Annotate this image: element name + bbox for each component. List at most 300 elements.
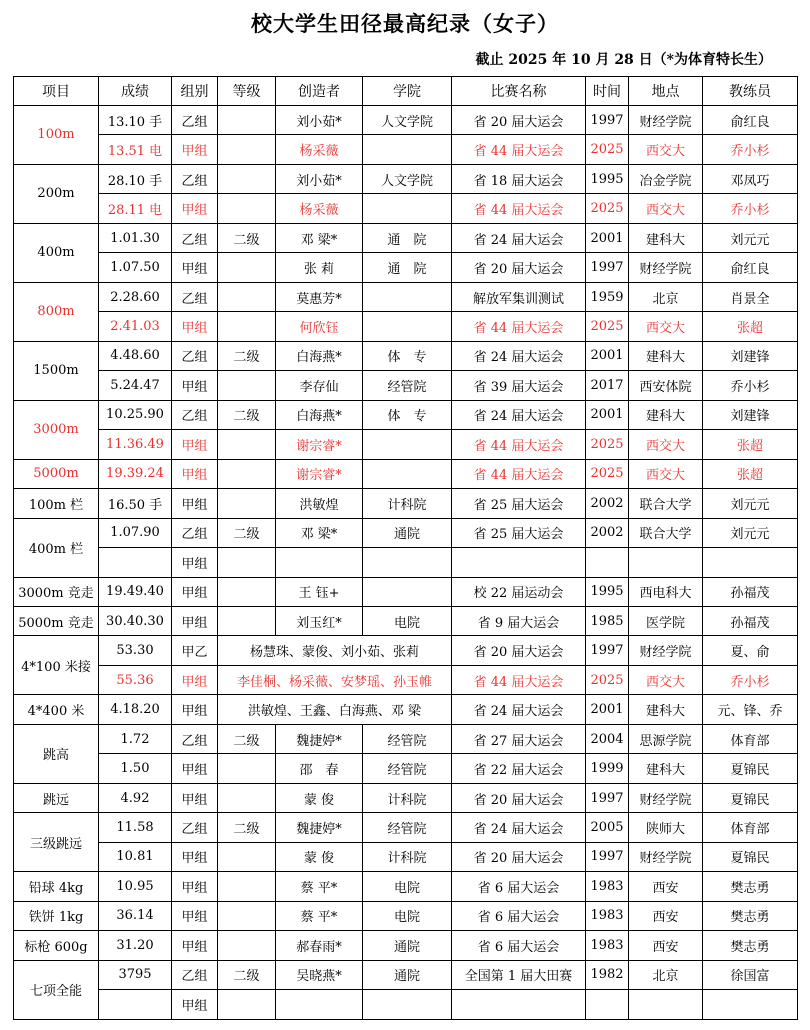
competition-cell: 省 24 届大运会	[452, 400, 586, 429]
college-cell: 计科院	[363, 842, 452, 871]
group-cell: 甲组	[172, 135, 218, 164]
place-cell: 北京	[629, 282, 703, 311]
competition-cell: 省 24 届大运会	[452, 223, 586, 252]
level-cell: 二级	[218, 341, 276, 370]
coach-cell: 乔小杉	[703, 135, 798, 164]
level-cell	[218, 754, 276, 783]
competition-cell: 解放军集训测试	[452, 282, 586, 311]
coach-cell: 刘元元	[703, 518, 798, 547]
place-cell: 西交大	[629, 430, 703, 459]
table-row	[14, 489, 798, 518]
result-cell: 55.36	[99, 665, 172, 694]
result-cell: 11.58	[99, 813, 172, 842]
level-cell	[218, 901, 276, 930]
event-cell: 1500m	[14, 341, 99, 400]
group-cell: 甲组	[172, 695, 218, 724]
place-cell	[629, 990, 703, 1019]
athlete-cell: 刘玉红*	[276, 606, 363, 635]
athlete-cell: 杨采薇	[276, 194, 363, 223]
college-cell: 电院	[363, 901, 452, 930]
level-cell	[218, 253, 276, 282]
event-cell: 400m 栏	[14, 518, 99, 577]
group-cell: 甲组	[172, 489, 218, 518]
result-cell: 36.14	[99, 901, 172, 930]
coach-cell: 刘建锋	[703, 341, 798, 370]
result-cell: 11.36.49	[99, 430, 172, 459]
athlete-cell: 蒙 俊	[276, 783, 363, 812]
college-cell	[363, 459, 452, 488]
college-cell: 人文学院	[363, 164, 452, 193]
group-cell: 乙组	[172, 518, 218, 547]
athlete-cell: 蔡 平*	[276, 901, 363, 930]
group-cell: 甲组	[172, 665, 218, 694]
place-cell	[629, 548, 703, 577]
competition-cell: 省 39 届大运会	[452, 371, 586, 400]
athlete-cell: 莫惠芳*	[276, 282, 363, 311]
coach-cell: 樊志勇	[703, 931, 798, 960]
event-cell: 200m	[14, 164, 99, 223]
group-cell: 甲组	[172, 754, 218, 783]
year-cell: 1959	[586, 282, 629, 311]
college-cell: 通院	[363, 518, 452, 547]
year-cell: 1983	[586, 901, 629, 930]
athlete-cell: 谢宗睿*	[276, 459, 363, 488]
competition-cell: 省 20 届大运会	[452, 106, 586, 135]
group-cell: 乙组	[172, 282, 218, 311]
result-cell: 53.30	[99, 636, 172, 665]
college-cell: 体 专	[363, 341, 452, 370]
year-cell: 1997	[586, 783, 629, 812]
athlete-cell: 白海燕*	[276, 341, 363, 370]
athlete-cell: 蔡 平*	[276, 872, 363, 901]
group-cell: 乙组	[172, 164, 218, 193]
year-cell: 1995	[586, 577, 629, 606]
college-cell: 通院	[363, 931, 452, 960]
year-cell: 2001	[586, 223, 629, 252]
place-cell: 西安体院	[629, 371, 703, 400]
level-cell	[218, 842, 276, 871]
group-cell: 乙组	[172, 724, 218, 753]
coach-cell: 元、锋、乔	[703, 695, 798, 724]
coach-cell: 夏锦民	[703, 754, 798, 783]
table-row	[14, 135, 798, 164]
athlete-cell: 蒙 俊	[276, 842, 363, 871]
year-cell: 1995	[586, 164, 629, 193]
year-cell: 1997	[586, 106, 629, 135]
result-cell: 16.50 手	[99, 489, 172, 518]
college-cell	[363, 577, 452, 606]
year-cell: 2017	[586, 371, 629, 400]
table-row	[14, 931, 798, 960]
level-cell: 二级	[218, 223, 276, 252]
result-cell: 30.40.30	[99, 606, 172, 635]
event-cell: 三级跳远	[14, 813, 99, 872]
athlete-cell	[276, 548, 363, 577]
competition-cell: 省 44 届大运会	[452, 312, 586, 341]
column-header: 项目	[14, 77, 99, 106]
place-cell: 建科大	[629, 754, 703, 783]
college-cell	[363, 548, 452, 577]
relay-athletes-cell: 杨慧珠、蒙俊、刘小茹、张莉	[218, 636, 452, 665]
table-row	[14, 636, 798, 665]
result-cell: 4.92	[99, 783, 172, 812]
place-cell: 北京	[629, 960, 703, 989]
level-cell	[218, 106, 276, 135]
group-cell: 甲组	[172, 194, 218, 223]
athlete-cell: 杨采薇	[276, 135, 363, 164]
result-cell: 2.41.03	[99, 312, 172, 341]
coach-cell: 孙福茂	[703, 577, 798, 606]
level-cell: 二级	[218, 400, 276, 429]
event-cell: 4*100 米接	[14, 636, 99, 695]
place-cell: 西安	[629, 931, 703, 960]
competition-cell: 省 27 届大运会	[452, 724, 586, 753]
page-title: 校大学生田径最高纪录（女子）	[251, 11, 559, 36]
place-cell: 建科大	[629, 695, 703, 724]
result-cell: 1.50	[99, 754, 172, 783]
table-row	[14, 164, 798, 193]
level-cell	[218, 606, 276, 635]
competition-cell: 省 20 届大运会	[452, 253, 586, 282]
level-cell	[218, 783, 276, 812]
table-row	[14, 223, 798, 252]
place-cell: 西交大	[629, 312, 703, 341]
competition-cell: 省 6 届大运会	[452, 901, 586, 930]
place-cell: 建科大	[629, 223, 703, 252]
place-cell: 建科大	[629, 400, 703, 429]
college-cell: 通院	[363, 960, 452, 989]
college-cell: 经管院	[363, 754, 452, 783]
table-row	[14, 459, 798, 488]
result-cell: 19.39.24	[99, 459, 172, 488]
column-header: 时间	[586, 77, 629, 106]
table-row	[14, 430, 798, 459]
table-row	[14, 577, 798, 606]
event-cell: 4*400 米	[14, 695, 99, 724]
group-cell: 甲组	[172, 548, 218, 577]
place-cell: 西交大	[629, 459, 703, 488]
group-cell: 甲组	[172, 253, 218, 282]
year-cell: 1985	[586, 606, 629, 635]
table-header-row	[14, 77, 798, 106]
coach-cell: 邓凤巧	[703, 164, 798, 193]
group-cell: 甲组	[172, 990, 218, 1019]
place-cell: 财经学院	[629, 842, 703, 871]
college-cell: 经管院	[363, 371, 452, 400]
college-cell: 通 院	[363, 253, 452, 282]
competition-cell: 省 44 届大运会	[452, 430, 586, 459]
result-cell: 2.28.60	[99, 282, 172, 311]
athlete-cell: 何欣钰	[276, 312, 363, 341]
year-cell: 2025	[586, 430, 629, 459]
coach-cell: 俞红良	[703, 253, 798, 282]
place-cell: 建科大	[629, 341, 703, 370]
group-cell: 乙组	[172, 400, 218, 429]
athlete-cell: 李存仙	[276, 371, 363, 400]
coach-cell: 乔小杉	[703, 371, 798, 400]
year-cell: 2001	[586, 341, 629, 370]
college-cell	[363, 194, 452, 223]
competition-cell: 省 24 届大运会	[452, 341, 586, 370]
level-cell	[218, 990, 276, 1019]
athlete-cell: 谢宗睿*	[276, 430, 363, 459]
athlete-cell: 邓 梁*	[276, 518, 363, 547]
column-header: 学院	[363, 77, 452, 106]
competition-cell: 省 6 届大运会	[452, 931, 586, 960]
table-row	[14, 813, 798, 842]
group-cell: 甲组	[172, 606, 218, 635]
table-row	[14, 990, 798, 1019]
result-cell: 28.10 手	[99, 164, 172, 193]
table-row	[14, 842, 798, 871]
result-cell	[99, 548, 172, 577]
result-cell: 1.01.30	[99, 223, 172, 252]
place-cell: 西交大	[629, 135, 703, 164]
coach-cell: 夏锦民	[703, 783, 798, 812]
event-cell: 800m	[14, 282, 99, 341]
coach-cell: 樊志勇	[703, 872, 798, 901]
competition-cell: 校 22 届运动会	[452, 577, 586, 606]
level-cell	[218, 931, 276, 960]
result-cell: 5.24.47	[99, 371, 172, 400]
table-row	[14, 665, 798, 694]
year-cell: 1999	[586, 754, 629, 783]
college-cell: 计科院	[363, 489, 452, 518]
college-cell	[363, 312, 452, 341]
athlete-cell: 魏捷婷*	[276, 813, 363, 842]
place-cell: 联合大学	[629, 518, 703, 547]
event-cell: 七项全能	[14, 960, 99, 1019]
coach-cell: 肖景全	[703, 282, 798, 311]
coach-cell: 刘元元	[703, 223, 798, 252]
coach-cell	[703, 548, 798, 577]
group-cell: 乙组	[172, 813, 218, 842]
level-cell: 二级	[218, 724, 276, 753]
event-cell: 铁饼 1kg	[14, 901, 99, 930]
table-row	[14, 606, 798, 635]
group-cell: 甲组	[172, 872, 218, 901]
relay-athletes-cell: 李佳桐、杨采薇、安梦瑶、孙玉帷	[218, 665, 452, 694]
year-cell: 1983	[586, 872, 629, 901]
result-cell: 1.07.50	[99, 253, 172, 282]
coach-cell: 体育部	[703, 813, 798, 842]
year-cell: 1997	[586, 253, 629, 282]
athlete-cell: 郝春雨*	[276, 931, 363, 960]
group-cell: 甲组	[172, 842, 218, 871]
coach-cell: 乔小杉	[703, 194, 798, 223]
table-row	[14, 754, 798, 783]
level-cell	[218, 489, 276, 518]
event-cell: 100m	[14, 106, 99, 165]
event-cell: 铅球 4kg	[14, 872, 99, 901]
table-row	[14, 783, 798, 812]
table-row	[14, 194, 798, 223]
event-cell: 5000m 竞走	[14, 606, 99, 635]
year-cell	[586, 990, 629, 1019]
table-row	[14, 341, 798, 370]
college-cell: 经管院	[363, 724, 452, 753]
level-cell	[218, 312, 276, 341]
year-cell: 2001	[586, 695, 629, 724]
college-cell: 电院	[363, 606, 452, 635]
competition-cell: 省 25 届大运会	[452, 518, 586, 547]
coach-cell: 张超	[703, 459, 798, 488]
event-cell: 跳远	[14, 783, 99, 812]
competition-cell: 省 22 届大运会	[452, 754, 586, 783]
event-cell: 400m	[14, 223, 99, 282]
year-cell: 2025	[586, 665, 629, 694]
table-row	[14, 695, 798, 724]
place-cell: 财经学院	[629, 106, 703, 135]
event-cell: 标枪 600g	[14, 931, 99, 960]
level-cell	[218, 371, 276, 400]
college-cell: 人文学院	[363, 106, 452, 135]
group-cell: 乙组	[172, 341, 218, 370]
level-cell: 二级	[218, 813, 276, 842]
table-row	[14, 371, 798, 400]
column-header: 组别	[172, 77, 218, 106]
level-cell	[218, 548, 276, 577]
competition-cell	[452, 548, 586, 577]
athlete-cell: 刘小茹*	[276, 164, 363, 193]
column-header: 比赛名称	[452, 77, 586, 106]
athlete-cell: 洪敏煌	[276, 489, 363, 518]
competition-cell: 省 44 届大运会	[452, 459, 586, 488]
column-header: 地点	[629, 77, 703, 106]
table-row	[14, 901, 798, 930]
year-cell: 2025	[586, 312, 629, 341]
athlete-cell: 吴晓燕*	[276, 960, 363, 989]
coach-cell: 孙福茂	[703, 606, 798, 635]
column-header: 等级	[218, 77, 276, 106]
year-cell: 1997	[586, 636, 629, 665]
result-cell: 4.48.60	[99, 341, 172, 370]
column-header: 教练员	[703, 77, 798, 106]
year-cell: 2025	[586, 135, 629, 164]
athlete-cell	[276, 990, 363, 1019]
college-cell	[363, 135, 452, 164]
year-cell: 2005	[586, 813, 629, 842]
coach-cell: 夏锦民	[703, 842, 798, 871]
coach-cell: 张超	[703, 312, 798, 341]
cutoff-date-note: 截止 2025 年 10 月 28 日（*为体育特长生）	[475, 52, 772, 68]
competition-cell: 省 6 届大运会	[452, 872, 586, 901]
level-cell	[218, 872, 276, 901]
level-cell: 二级	[218, 518, 276, 547]
competition-cell: 省 20 届大运会	[452, 783, 586, 812]
table-row	[14, 960, 798, 989]
coach-cell: 乔小杉	[703, 665, 798, 694]
table-row	[14, 106, 798, 135]
group-cell: 甲组	[172, 430, 218, 459]
coach-cell: 夏、俞	[703, 636, 798, 665]
group-cell: 乙组	[172, 106, 218, 135]
event-cell: 5000m	[14, 459, 99, 488]
level-cell	[218, 577, 276, 606]
place-cell: 西安	[629, 872, 703, 901]
place-cell: 思源学院	[629, 724, 703, 753]
coach-cell: 体育部	[703, 724, 798, 753]
table-row	[14, 518, 798, 547]
competition-cell	[452, 990, 586, 1019]
year-cell: 1983	[586, 931, 629, 960]
college-cell: 经管院	[363, 813, 452, 842]
competition-cell: 省 44 届大运会	[452, 665, 586, 694]
place-cell: 联合大学	[629, 489, 703, 518]
table-row	[14, 312, 798, 341]
college-cell: 体 专	[363, 400, 452, 429]
result-cell: 13.51 电	[99, 135, 172, 164]
place-cell: 陕师大	[629, 813, 703, 842]
table-row	[14, 724, 798, 753]
result-cell: 10.95	[99, 872, 172, 901]
column-header: 成绩	[99, 77, 172, 106]
college-cell	[363, 990, 452, 1019]
year-cell: 1982	[586, 960, 629, 989]
place-cell: 财经学院	[629, 253, 703, 282]
coach-cell: 刘元元	[703, 489, 798, 518]
result-cell: 13.10 手	[99, 106, 172, 135]
competition-cell: 省 20 届大运会	[452, 842, 586, 871]
relay-athletes-cell: 洪敏煌、王鑫、白海燕、邓 梁	[218, 695, 452, 724]
place-cell: 财经学院	[629, 636, 703, 665]
group-cell: 甲组	[172, 312, 218, 341]
result-cell: 10.25.90	[99, 400, 172, 429]
level-cell	[218, 135, 276, 164]
year-cell	[586, 548, 629, 577]
event-cell: 3000m 竞走	[14, 577, 99, 606]
athlete-cell: 张 莉	[276, 253, 363, 282]
place-cell: 西电科大	[629, 577, 703, 606]
coach-cell: 张超	[703, 430, 798, 459]
year-cell: 2025	[586, 194, 629, 223]
table-row	[14, 400, 798, 429]
level-cell	[218, 282, 276, 311]
group-cell: 甲组	[172, 459, 218, 488]
table-row	[14, 253, 798, 282]
athlete-cell: 白海燕*	[276, 400, 363, 429]
event-cell: 3000m	[14, 400, 99, 459]
level-cell	[218, 164, 276, 193]
competition-cell: 省 24 届大运会	[452, 813, 586, 842]
place-cell: 西交大	[629, 194, 703, 223]
result-cell: 28.11 电	[99, 194, 172, 223]
place-cell: 财经学院	[629, 783, 703, 812]
college-cell	[363, 430, 452, 459]
year-cell: 1997	[586, 842, 629, 871]
athlete-cell: 魏捷婷*	[276, 724, 363, 753]
year-cell: 2002	[586, 489, 629, 518]
college-cell: 通 院	[363, 223, 452, 252]
year-cell: 2004	[586, 724, 629, 753]
event-cell: 跳高	[14, 724, 99, 783]
group-cell: 甲乙	[172, 636, 218, 665]
place-cell: 西交大	[629, 665, 703, 694]
year-cell: 2001	[586, 400, 629, 429]
group-cell: 甲组	[172, 783, 218, 812]
level-cell	[218, 459, 276, 488]
table-row	[14, 548, 798, 577]
records-table	[13, 76, 798, 1020]
place-cell: 西安	[629, 901, 703, 930]
coach-cell: 樊志勇	[703, 901, 798, 930]
competition-cell: 省 9 届大运会	[452, 606, 586, 635]
result-cell: 1.07.90	[99, 518, 172, 547]
competition-cell: 省 44 届大运会	[452, 135, 586, 164]
competition-cell: 省 25 届大运会	[452, 489, 586, 518]
athlete-cell: 邓 梁*	[276, 223, 363, 252]
result-cell: 31.20	[99, 931, 172, 960]
